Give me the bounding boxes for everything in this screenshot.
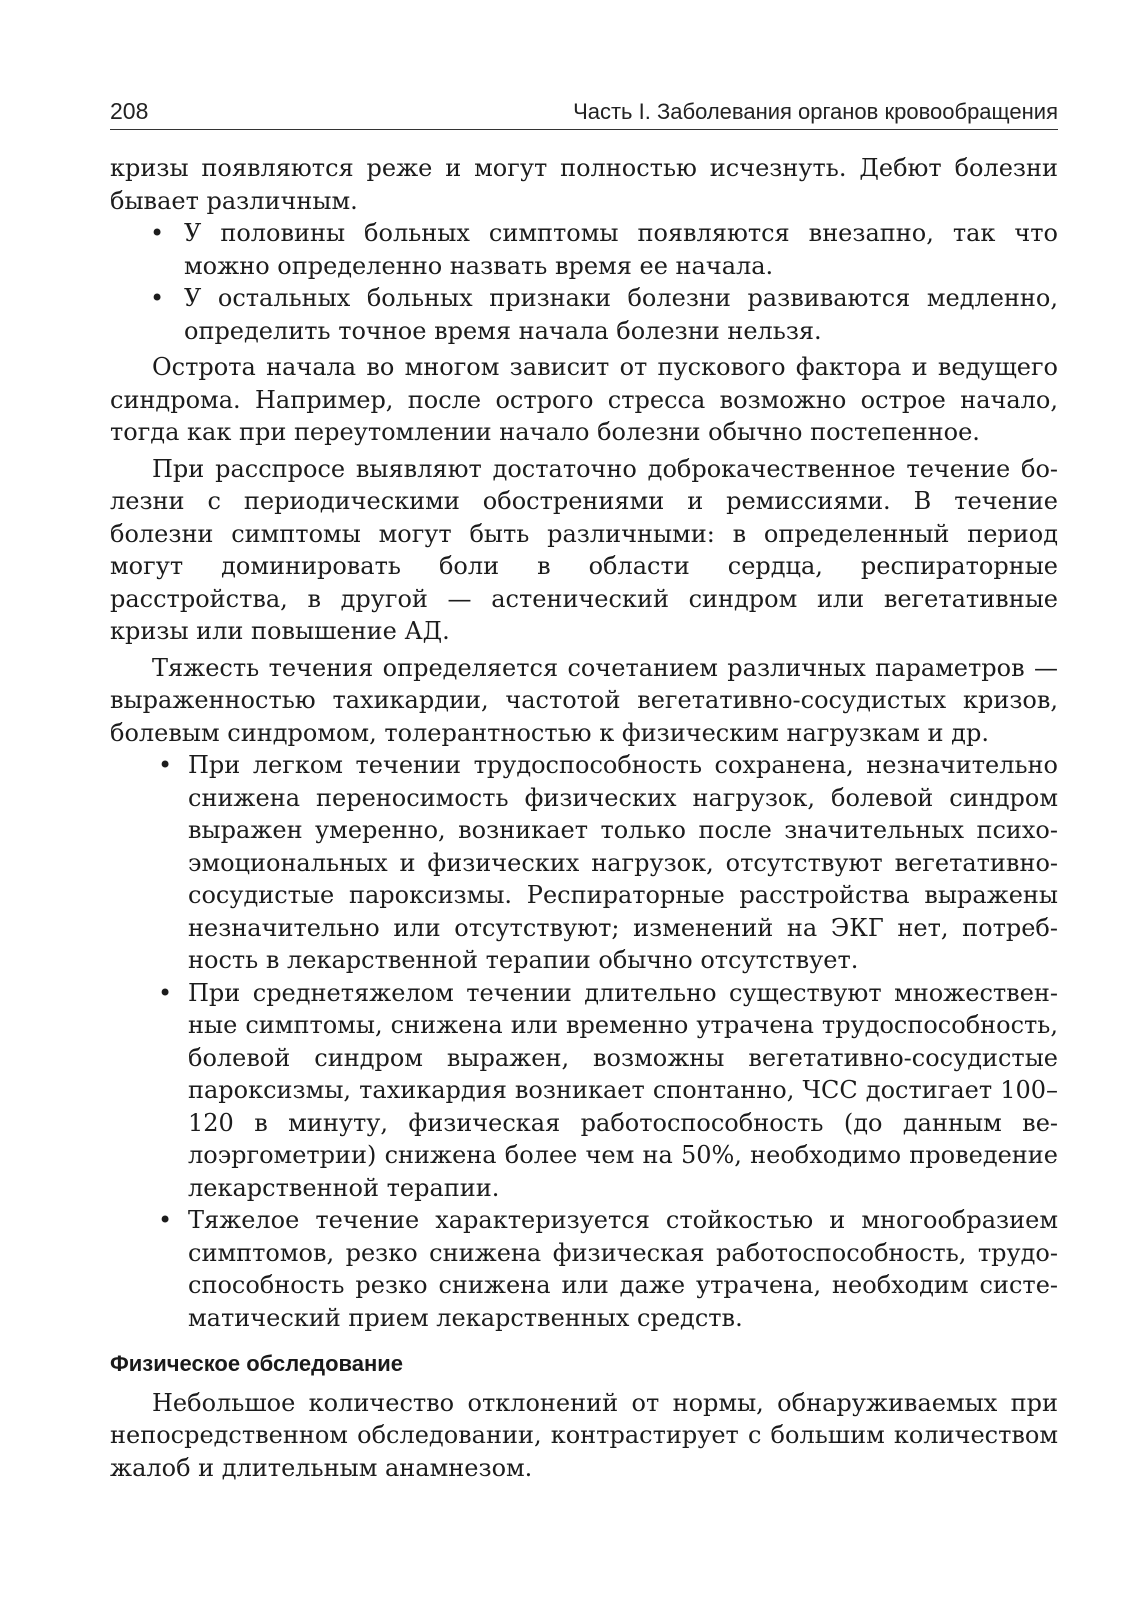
list-item: • При легком течении трудоспособность сохранена, незначительно снижена переносимость физических нагрузок, болевой синдром выражен умеренно, возникает только после значительных психоэмоциональных и физических нагрузок, отсутствуют вегетативно-сосудистые пароксизмы. Респираторные расстройства выражены незначительно или отсутствуют; изменений на ЭКГ нет, потребность в лекарственной терапии обычно отсутствует. bbox=[110, 749, 1058, 977]
body-text bbox=[110, 152, 1058, 1484]
paragraph-exam: Небольшое количество отклонений от нормы, обнаруживаемых при непосредственном обследовании, контрастирует с большим количеством жалоб и длительным анамнезом. bbox=[110, 1388, 1058, 1482]
paragraph-severity: Тяжесть течения определяется сочетанием различных параметров — выраженностью тахикардии, частотой вегетативно-сосудистых кризов, болевым синдромом, толерантностью к физическим нагрузкам и др. bbox=[110, 653, 1058, 747]
severity-list bbox=[110, 749, 1058, 1334]
onset-list bbox=[110, 217, 1058, 347]
paragraph-acuity: Острота начала во многом зависит от пускового фактора и ведущего синдрома. Например, после острого стресса возможно острое начало, тогда как при переутомлении начало болезни обычно постепенное. bbox=[110, 353, 1058, 446]
section-heading: Физическое обследование bbox=[110, 1351, 404, 1376]
page-number: 208 bbox=[110, 98, 149, 124]
running-header bbox=[110, 98, 1058, 130]
chapter-title: Часть I. Заболевания органов кровообращения bbox=[573, 99, 1058, 124]
paragraph-course: При расспросе выявляют достаточно доброкачественное течение болезни с периодическими обострениями и ремиссиями. В течение болезни симптомы могут быть различными: в определенный период могут доминировать боли в области сердца, респираторные расстройства, в другой — астенический синдром или вегетативные кризы или повышение АД. bbox=[110, 454, 1058, 645]
list-item: • У остальных больных признаки болезни развиваются медленно, определить точное время начала болезни нельзя. bbox=[110, 282, 1058, 347]
book-page bbox=[110, 98, 1058, 1484]
intro-paragraph: кризы появляются реже и могут полностью исчезнуть. Дебют болезни бывает различным. bbox=[110, 154, 1058, 215]
list-item: • У половины больных симптомы появляются внезапно, так что можно определенно назвать время ее начала. bbox=[110, 217, 1058, 282]
list-item: • При среднетяжелом течении длительно существуют множественные симптомы, снижена или временно утрачена трудоспособность, болевой синдром выражен, возможны вегетативно-сосудистые пароксизмы, тахикардия возникает спонтанно, ЧСС достигает 100–120 в минуту, физическая работоспособность (до данным велоэргометрии) снижена более чем на 50%, необходимо проведение лекарственной терапии. bbox=[110, 977, 1058, 1205]
list-item: • Тяжелое течение характеризуется стойкостью и многообразием симптомов, резко снижена физическая работоспособность, трудоспособность резко снижена или даже утрачена, необходим систематический прием лекарственных средств. bbox=[110, 1204, 1058, 1334]
